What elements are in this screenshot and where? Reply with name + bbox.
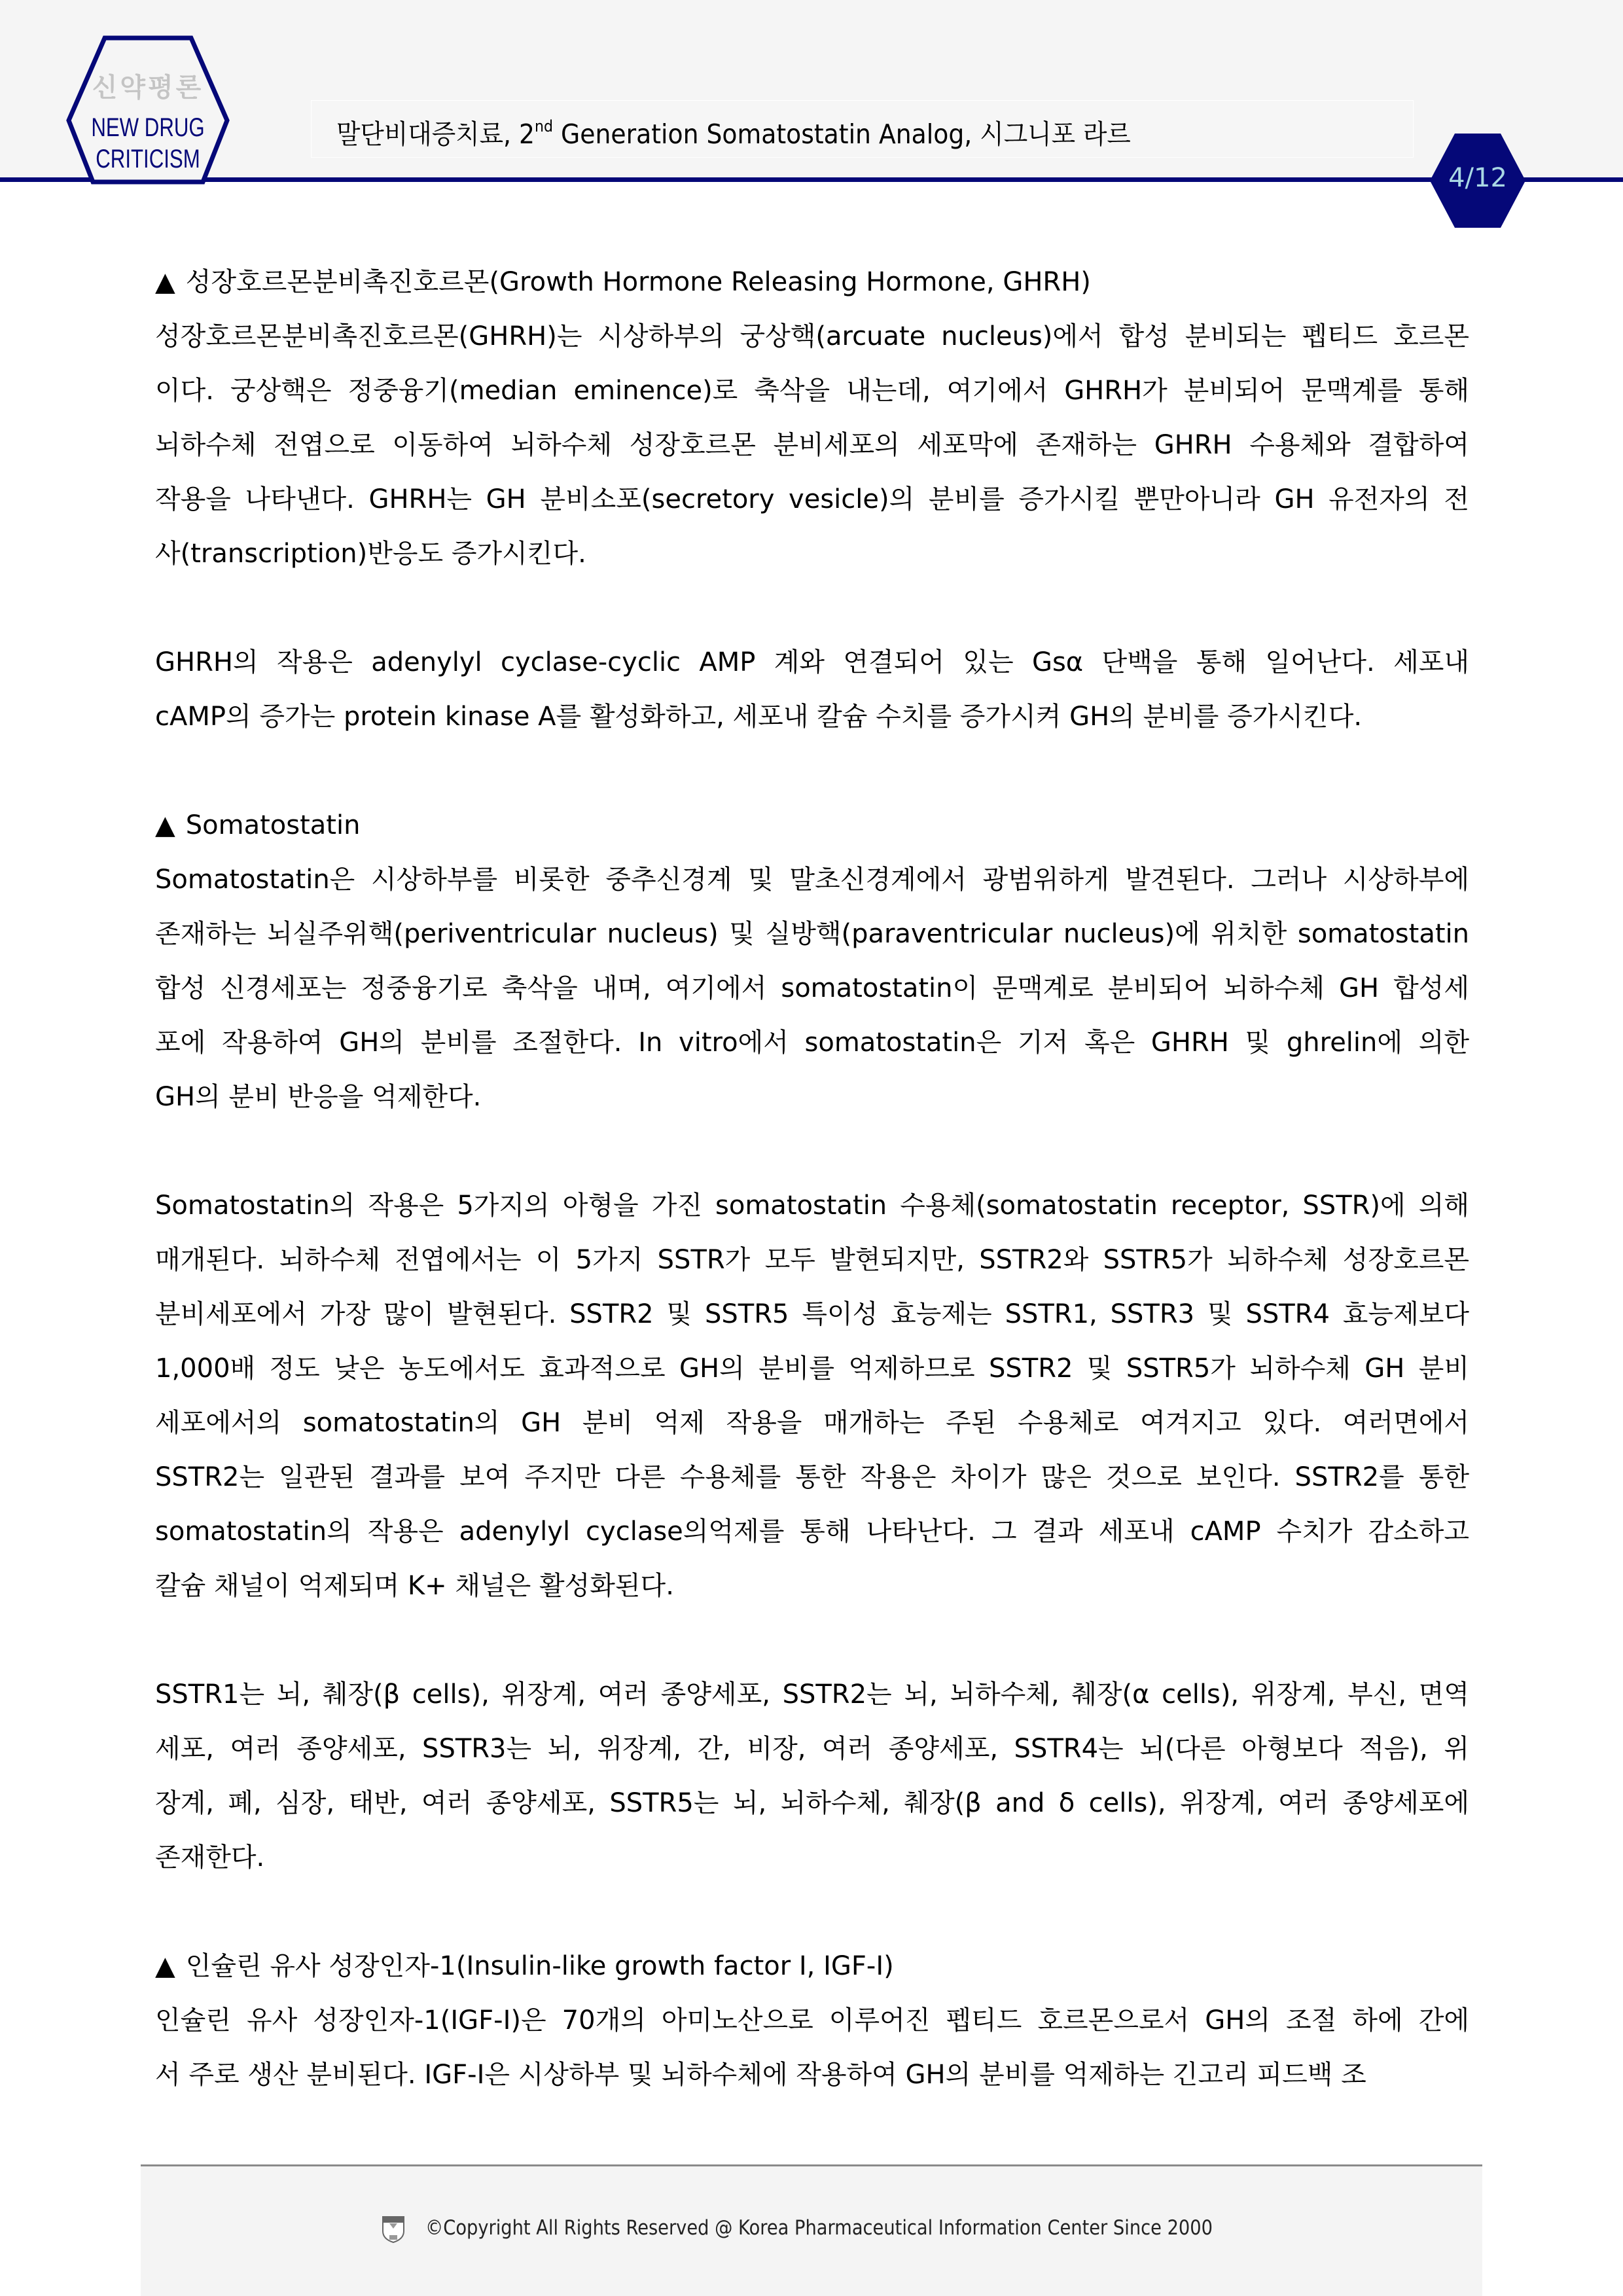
paragraph-spacer [155, 581, 1469, 636]
paragraph-line: 장계, 폐, 심장, 태반, 여러 종양세포, SSTR5는 뇌, 뇌하수체, 췌장(β and δ cells), 위장계, 여러 종양세포에 [155, 1788, 1469, 1818]
page-badge [1430, 134, 1525, 228]
document-title-box [311, 100, 1414, 158]
paragraph-line: 합성 신경세포는 정중융기로 축삭을 내며, 여기에서 somatostatin이 문맥계로 분비되어 뇌하수체 GH 합성세 [155, 973, 1469, 1003]
section-heading-text: 인슐린 유사 성장인자-1(Insulin-like growth factor I, IGF-I) [185, 1951, 894, 1981]
section-heading-text: Somatostatin [185, 810, 361, 840]
document-title [336, 113, 1131, 151]
section-heading-text: 성장호르몬분비촉진호르몬(Growth Hormone Releasing Hormone, GHRH) [185, 267, 1091, 297]
paragraph-line: 작용을 나타낸다. GHRH는 GH 분비소포(secretory vesicle)의 분비를 증가시킬 뿐만아니라 GH 유전자의 전 [155, 484, 1469, 514]
paragraph-line: 매개된다. 뇌하수체 전엽에서는 이 5가지 SSTR가 모두 발현되지만, SSTR2와 SSTR5가 뇌하수체 성장호르몬 [155, 1245, 1469, 1275]
paragraph-line: 성장호르몬분비촉진호르몬(GHRH)는 시상하부의 궁상핵(arcuate nucleus)에서 합성 분비되는 펩티드 호르몬 [155, 321, 1469, 351]
triangle-bullet-icon: ▲ [155, 1951, 175, 1981]
paragraph-line: 칼슘 채널이 억제되며 K+ 채널은 활성화된다. [155, 1571, 674, 1601]
section-spacer [155, 744, 1469, 798]
logo-english-line2: CRITICISM [96, 145, 200, 173]
article-body [155, 255, 1469, 2102]
triangle-bullet-icon: ▲ [155, 810, 175, 840]
paragraph-line: 이다. 궁상핵은 정중융기(median eminence)로 축삭을 내는데, 여기에서 GHRH가 분비되어 문맥계를 통해 [155, 376, 1469, 406]
paragraph-line: 인슐린 유사 성장인자-1(IGF-I)은 70개의 아미노산으로 이루어진 펩티드 호르몬으로서 GH의 조절 하에 간에 [155, 2005, 1469, 2036]
paragraph-line: 존재하는 뇌실주위핵(periventricular nucleus) 및 실방핵(paraventricular nucleus)에 위치한 somatostatin [155, 919, 1469, 949]
paragraph-line: SSTR1는 뇌, 췌장(β cells), 위장계, 여러 종양세포, SSTR2는 뇌, 뇌하수체, 췌장(α cells), 위장계, 부신, 면역 [155, 1679, 1469, 1710]
logo-korean: 신약평론 [92, 73, 204, 103]
paragraph-spacer [155, 1613, 1469, 1668]
title-superscript: nd [535, 117, 554, 135]
section-heading [155, 798, 1469, 853]
paragraph-line: 뇌하수체 전엽으로 이동하여 뇌하수체 성장호르몬 분비세포의 세포막에 존재하는 GHRH 수용체와 결합하여 [155, 430, 1469, 460]
journal-logo [62, 34, 234, 186]
section-spacer [155, 1885, 1469, 1939]
logo-english-line1: NEW DRUG [91, 113, 205, 142]
paragraph-line: Somatostatin의 작용은 5가지의 아형을 가진 somatostatin 수용체(somatostatin receptor, SSTR)에 의해 [155, 1191, 1469, 1221]
paragraph-line: 분비세포에서 가장 많이 발현된다. SSTR2 및 SSTR5 특이성 효능제는 SSTR1, SSTR3 및 SSTR4 효능제보다 [155, 1299, 1469, 1329]
paragraph-line: 세포에서의 somatostatin의 GH 분비 억제 작용을 매개하는 주된 수용체로 여겨지고 있다. 여러면에서 [155, 1408, 1469, 1438]
page-indicator: 4/12 [1448, 163, 1507, 193]
title-prefix: 말단비대증치료, 2 [336, 118, 535, 150]
title-suffix: Generation Somatostatin Analog, 시그니포 라르 [553, 118, 1131, 150]
paragraph-spacer [155, 1124, 1469, 1179]
copyright-notice: ©Copyright All Rights Reserved @ Korea Pharmaceutical Information Center Since 2000 [425, 2216, 1213, 2240]
paragraph-line: GHRH의 작용은 adenylyl cyclase-cyclic AMP 계와 연결되어 있는 Gsα 단백을 통해 일어난다. 세포내 [155, 647, 1469, 677]
paragraph-line: GH의 분비 반응을 억제한다. [155, 1082, 482, 1112]
paragraph-line: Somatostatin은 시상하부를 비롯한 중추신경계 및 말초신경계에서 광범위하게 발견된다. 그러나 시상하부에 [155, 865, 1469, 895]
paragraph-line: 포에 작용하여 GH의 분비를 조절한다. In vitro에서 somatostatin은 기저 혹은 GHRH 및 ghrelin에 의한 [155, 1028, 1469, 1058]
kpic-shield-logo-icon [382, 2215, 405, 2243]
paragraph-line: 사(transcription)반응도 증가시킨다. [155, 539, 586, 569]
paragraph-line: 서 주로 생산 분비된다. IGF-I은 시상하부 및 뇌하수체에 작용하여 GH의 분비를 억제하는 긴고리 피드백 조 [155, 2060, 1366, 2090]
paragraph-line: cAMP의 증가는 protein kinase A를 활성화하고, 세포내 칼슘 수치를 증가시켜 GH의 분비를 증가시킨다. [155, 702, 1363, 732]
paragraph-line: SSTR2는 일관된 결과를 보여 주지만 다른 수용체를 통한 작용은 차이가 많은 것으로 보인다. SSTR2를 통한 [155, 1462, 1469, 1492]
header-divider [0, 177, 1623, 182]
triangle-bullet-icon: ▲ [155, 267, 175, 297]
paragraph-line: 1,000배 정도 낮은 농도에서도 효과적으로 GH의 분비를 억제하므로 SSTR2 및 SSTR5가 뇌하수체 GH 분비 [155, 1354, 1469, 1384]
paragraph-line: 존재한다. [155, 1842, 265, 1873]
paragraph-line: somatostatin의 작용은 adenylyl cyclase의억제를 통해 나타난다. 그 결과 세포내 cAMP 수치가 감소하고 [155, 1516, 1469, 1547]
section-heading [155, 1939, 1469, 1994]
paragraph-line: 세포, 여러 종양세포, SSTR3는 뇌, 위장계, 간, 비장, 여러 종양세포, SSTR4는 뇌(다른 아형보다 적음), 위 [155, 1734, 1469, 1764]
section-heading [155, 255, 1469, 310]
